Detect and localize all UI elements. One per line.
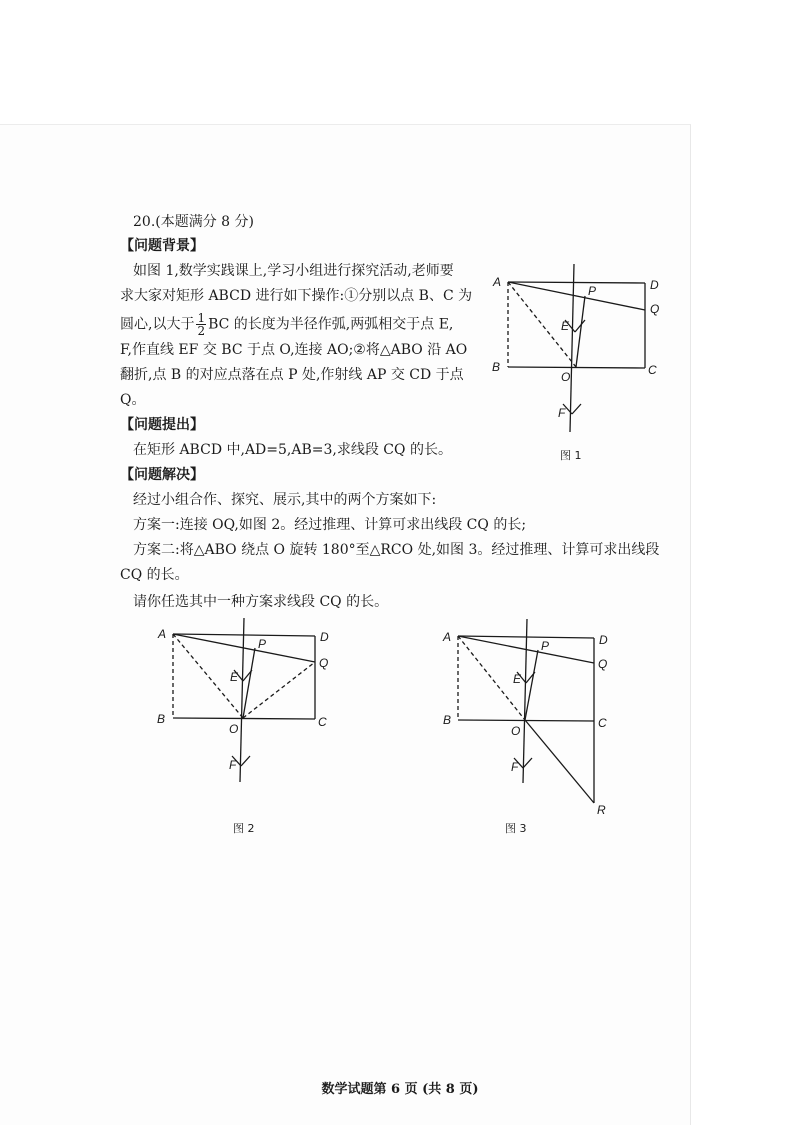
fig3-label-Q: Q [598, 657, 608, 671]
solve-line-1: 经过小组合作、探究、展示,其中的两个方案如下: [133, 492, 437, 508]
fig1-label-P: P [588, 284, 597, 298]
fig1-side-AD [508, 282, 645, 283]
figure-2-caption: 图 2 [233, 822, 255, 835]
figure-1 [485, 262, 670, 440]
fig3-label-O: O [511, 724, 521, 738]
fig2-label-P: P [258, 637, 267, 651]
figure-3-caption: 图 3 [505, 822, 527, 835]
fig1-side-BC [508, 367, 645, 368]
fig2-label-A: A [158, 627, 167, 641]
half-fraction [196, 312, 206, 337]
fig1-label-A: A [493, 275, 502, 289]
problem-header: 20.(本题满分 8 分) [133, 214, 254, 230]
solve-title: 【问题解决】 [120, 467, 204, 483]
fig2-segment-OQ-dashed [243, 662, 315, 718]
fig3-segment-OP [525, 650, 538, 720]
plan-two-line-1: 方案二:将△ABO 绕点 O 旋转 180°至△RCO 处,如图 3。经过推理、计算可求出线段 [133, 542, 660, 558]
fig1-arc-mark-F [563, 404, 581, 414]
fig3-label-F: F [511, 760, 519, 774]
fig2-line-EF [240, 618, 244, 782]
background-line-1: 如图 1,数学实践课上,学习小组进行探究活动,老师要 [133, 263, 454, 279]
fig1-label-C: C [648, 363, 657, 377]
page-footer: 数学试题第 6 页 (共 8 页) [321, 1082, 479, 1097]
fig2-segment-OP [243, 648, 255, 718]
background-line-5: 翻折,点 B 的对应点落在点 P 处,作射线 AP 交 CD 于点 [120, 367, 464, 383]
background-line-2: 求大家对矩形 ABCD 进行如下操作:①分别以点 B、C 为 [120, 288, 473, 304]
instruction: 请你任选其中一种方案求线段 CQ 的长。 [133, 594, 389, 610]
background-line-4: F,作直线 EF 交 BC 于点 O,连接 AO;②将△ABO 沿 AO [120, 342, 468, 358]
fig3-label-D: D [599, 633, 608, 647]
question-title: 【问题提出】 [120, 417, 204, 433]
question-text: 在矩形 ABCD 中,AD=5,AB=3,求线段 CQ 的长。 [133, 442, 452, 458]
fig1-line-EF [570, 264, 574, 432]
fig2-label-Q: Q [319, 656, 329, 670]
fig2-label-O: O [229, 722, 239, 736]
fig2-label-E: E [230, 670, 239, 684]
fig2-label-F: F [229, 758, 237, 772]
fig2-label-D: D [320, 630, 329, 644]
fig1-label-B: B [492, 360, 501, 374]
fig3-label-R: R [597, 803, 606, 815]
fig1-segment-OP [576, 296, 585, 367]
figure-3 [440, 615, 620, 815]
figure-2 [150, 615, 340, 785]
plan-two-line-2: CQ 的长。 [120, 567, 189, 583]
fig3-label-P: P [541, 639, 550, 653]
fig1-label-Q: Q [650, 302, 660, 316]
background-line-3-end: BC 的长度为半径作弧,两弧相交于点 E, [208, 316, 454, 333]
figure-1-caption: 图 1 [560, 449, 582, 462]
background-line-6: Q。 [120, 392, 146, 408]
fig2-label-C: C [318, 715, 327, 729]
fig1-label-O: O [561, 370, 571, 384]
fraction-numerator: 1 [197, 311, 206, 325]
fig3-label-E: E [513, 672, 522, 686]
fig1-label-D: D [650, 278, 659, 292]
fraction-denominator: 2 [197, 324, 206, 338]
fig2-side-BC [173, 718, 315, 719]
fig3-line-EF [523, 619, 527, 783]
background-title: 【问题背景】 [120, 238, 204, 254]
background-line-3 [120, 312, 453, 337]
fig1-label-E: E [561, 319, 570, 333]
fig3-label-A: A [443, 630, 452, 644]
fig1-ray-AP [508, 282, 645, 310]
background-line-3-start: 圆心,以大于 [120, 316, 195, 333]
fig1-label-F: F [558, 406, 566, 420]
fig3-label-C: C [598, 716, 607, 730]
fig3-segment-OR [525, 720, 594, 803]
plan-one: 方案一:连接 OQ,如图 2。经过推理、计算可求出线段 CQ 的长; [133, 517, 527, 533]
fig2-label-B: B [157, 712, 166, 726]
fig3-label-B: B [443, 713, 452, 727]
